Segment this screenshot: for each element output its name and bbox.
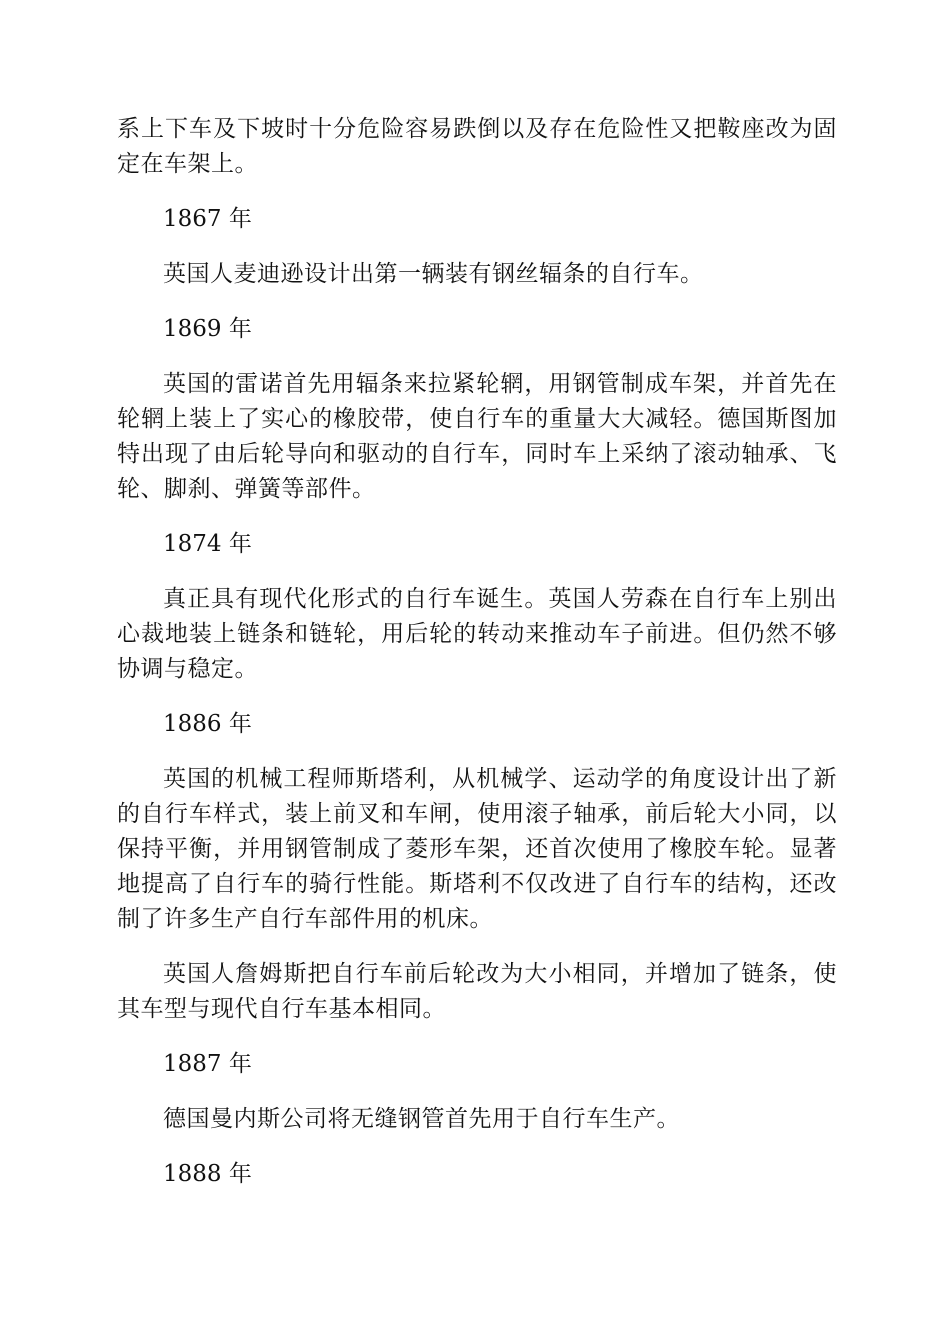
year-heading-1869: 1869 年 — [163, 316, 252, 342]
paragraph-continuation: 系上下车及下坡时十分危险容易跌倒以及存在危险性又把鞍座改为固定在车架上。 — [117, 116, 837, 177]
year-heading-1886: 1886 年 — [163, 711, 252, 737]
paragraph-1886-james: 英国人詹姆斯把自行车前后轮改为大小相同，并增加了链条，使其车型与现代自行车基本相同。 — [117, 961, 837, 1022]
paragraph-1886-starley: 英国的机械工程师斯塔利，从机械学、运动学的角度设计出了新的自行车样式，装上前叉和车闸，使用滚子轴承，前后轮大小同，以保持平衡，并用钢管制成了菱形车架，还首次使用了橡胶车轮。显著地提高了自行车的骑行性能。斯塔利不仅改进了自行车的结构，还改制了许多生产自行车部件用的机床。 — [117, 766, 837, 932]
paragraph-1867: 英国人麦迪逊设计出第一辆装有钢丝辐条的自行车。 — [163, 261, 704, 287]
year-heading-1888: 1888 年 — [163, 1161, 252, 1187]
year-heading-1867: 1867 年 — [163, 206, 252, 232]
paragraph-1874: 真正具有现代化形式的自行车诞生。英国人劳森在自行车上别出心裁地装上链条和链轮，用后轮的转动来推动车子前进。但仍然不够协调与稳定。 — [117, 586, 837, 682]
year-heading-1887: 1887 年 — [163, 1051, 252, 1077]
year-heading-1874: 1874 年 — [163, 531, 252, 557]
paragraph-1869: 英国的雷诺首先用辐条来拉紧轮辋，用钢管制成车架，并首先在轮辋上装上了实心的橡胶带，使自行车的重量大大减轻。德国斯图加特出现了由后轮导向和驱动的自行车，同时车上采纳了滚动轴承、飞轮、脚刹、弹簧等部件。 — [117, 371, 837, 502]
paragraph-1887: 德国曼内斯公司将无缝钢管首先用于自行车生产。 — [163, 1106, 680, 1132]
document-body — [117, 112, 837, 1192]
